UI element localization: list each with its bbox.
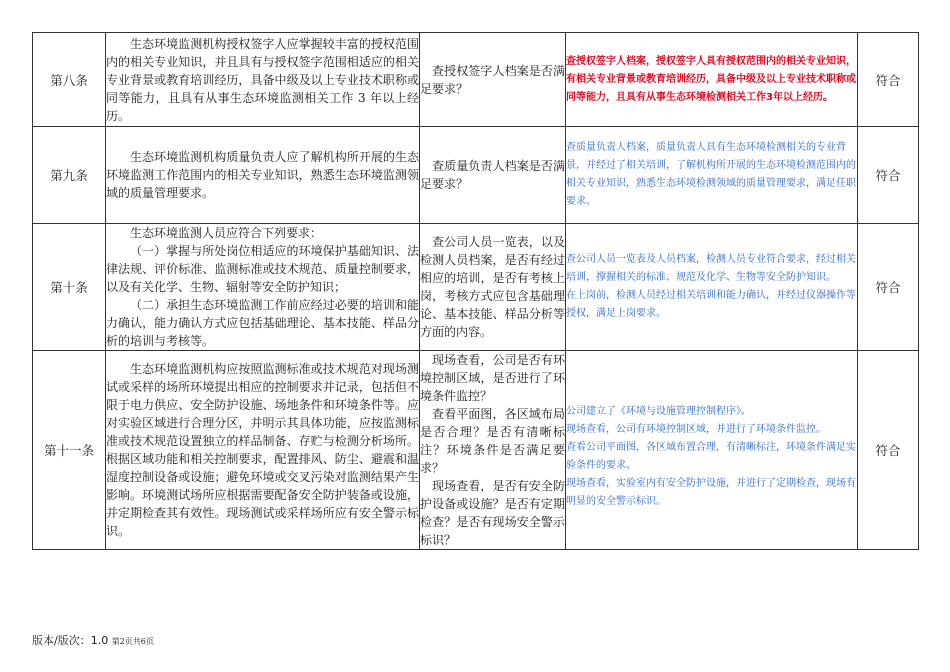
page-info: 第2页共6页 <box>111 637 154 646</box>
method-cell <box>420 33 566 127</box>
table-row <box>33 224 919 351</box>
method-text: 现场查看，是否有安全防护设备或设施？是否有定期检查？是否有现场安全警示标识？ <box>420 479 565 547</box>
result-cell: 符合 <box>858 33 919 127</box>
method-text: 查质量负责人档案是否满足要求？ <box>420 159 565 191</box>
record-text: 查质量负责人档案，质量负责人具有生态环境检测相关的专业背景，并经过了相关培训，了解机构所开展的生态环境检测范围内的相关专业知识，熟悉生态环境检测领域的质量管理要求，满足任职要求。 <box>566 142 856 207</box>
record-cell <box>566 351 858 550</box>
requirement-text: （一）掌握与所处岗位相适应的环境保护基础知识、法律法规、评价标准、监测标准或技术规范、质量控制要求，以及有关化学、生物、辐射等安全防护知识； <box>106 244 419 294</box>
inspection-table <box>32 32 919 550</box>
requirement-text: （二）承担生态环境监测工作前应经过必要的培训和能力确认，能力确认方式应包括基础理论、基本技能、样品分析的培训与考核等。 <box>106 298 419 348</box>
method-cell <box>420 224 566 351</box>
result-cell: 符合 <box>858 127 919 224</box>
requirement-text: 生态环境监测机构应按照监测标准或技术规范对现场测试或采样的场所环境提出相应的控制要求并记录，包括但不限于电力供应、安全防护设施、场地条件和环境条件等。应对实验区域进行合理分区，并明示其具体功能，应按监测标准或技术规范设置独立的样品制备、存贮与检测分析场所。根据区域功能和相关控制要求，配置排风、防尘、避震和温湿度控制设备或设施；避免环境或交叉污染对监测结果产生影响。环境测试场所应根据需要配备安全防护装备或设施，并定期检查其有效性。现场测试或采样场所应有安全警示标识。 <box>106 362 419 538</box>
version-value: 1.0 <box>90 634 109 647</box>
requirement-text: 生态环境监测人员应符合下列要求： <box>130 226 323 240</box>
requirement-cell <box>106 351 420 550</box>
requirement-cell <box>106 127 420 224</box>
record-text: 在上岗前，检测人员经过相关培训和能力确认，并经过仪器操作等授权，满足上岗要求。 <box>566 290 856 319</box>
clause-cell: 第十条 <box>33 224 106 351</box>
method-cell <box>420 127 566 224</box>
table-row <box>33 351 919 550</box>
clause-cell: 第十一条 <box>33 351 106 550</box>
clause-cell: 第九条 <box>33 127 106 224</box>
record-text: 查公司人员一览表及人员档案，检测人员专业符合要求，经过相关培训，撑握相关的标准、规范及化学、生物等安全防护知识。 <box>566 254 856 283</box>
method-cell <box>420 351 566 550</box>
table-row <box>33 33 919 127</box>
record-text: 现场查看，公司有环境控制区域，并进行了环境条件监控。 <box>566 424 826 435</box>
requirement-text: 生态环境监测机构授权签字人应掌握较丰富的授权范围内的相关专业知识，并且具有与授权签字范围相适应的相关专业背景或教育培训经历，具备中级及以上专业技术职称或同等能力，且具有从事生态环境监测相关工作 3 年以上经历。 <box>106 36 419 123</box>
record-cell <box>566 224 858 351</box>
method-text: 查看平面图，各区域布局是否合理？是否有清晰标注？环境条件是否满足要求？ <box>420 407 565 475</box>
record-cell <box>566 33 858 127</box>
requirement-cell <box>106 224 420 351</box>
requirement-cell <box>106 33 420 127</box>
result-cell: 符合 <box>858 224 919 351</box>
record-text: 查授权签字人档案，授权签字人具有授权范围内的相关专业知识，有相关专业背景或教育培训经历，具备中级及以上专业技术职称或同等能力，且具有从事生态环境检测相关工作3年以上经历。 <box>566 55 856 103</box>
record-text: 查看公司平面图，各区域布置合理，有清晰标注，环境条件满足实验条件的要求。 <box>566 442 856 471</box>
method-text: 现场查看，公司是否有环境控制区域，是否进行了环境条件监控？ <box>420 353 565 403</box>
page-footer <box>32 632 154 648</box>
result-cell: 符合 <box>858 351 919 550</box>
record-text: 公司建立了《环境与设施管理控制程序》。 <box>566 406 751 417</box>
clause-cell: 第八条 <box>33 33 106 127</box>
record-text: 现场查看，实验室内有安全防护设施，并进行了定期检查，现场有明显的安全警示标识。 <box>566 478 856 507</box>
record-cell <box>566 127 858 224</box>
requirement-text: 生态环境监测机构质量负责人应了解机构所开展的生态环境监测工作范围内的相关专业知识，熟悉生态环境监测领域的质量管理要求。 <box>106 150 419 200</box>
method-text: 查授权签字人档案是否满足要求？ <box>420 63 565 96</box>
version-label: 版本/版次： <box>32 634 91 647</box>
table-row <box>33 127 919 224</box>
method-text: 查公司人员一览表，以及检测人员档案，是否有经过相应的培训，是否有考核上岗，考核方式应包含基础理论、基本技能、样品分析等方面的内容。 <box>420 235 565 339</box>
